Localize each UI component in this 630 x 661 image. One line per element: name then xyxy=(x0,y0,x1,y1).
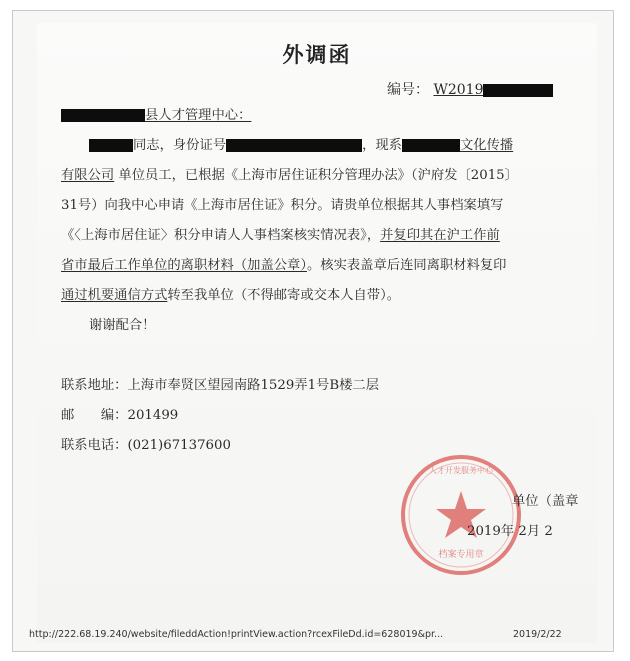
text-span: 单位员工，已根据《上海市居住证积分管理办法》（沪府发〔2015〕 xyxy=(114,168,518,183)
paragraph-line-6 xyxy=(61,287,400,305)
underlined-text: 省市最后工作单位的离职材料（加盖公章） xyxy=(61,258,307,273)
document-photo xyxy=(12,10,614,652)
redaction-bar xyxy=(402,139,460,152)
print-footer-date: 2019/2/22 xyxy=(513,629,562,640)
text-span: 同志，身份证号 xyxy=(133,138,227,153)
svg-text:档案专用章: 档案专用章 xyxy=(438,550,484,560)
company-name-part: 文化传播 xyxy=(459,138,514,153)
document-number xyxy=(387,79,553,99)
paragraph-line-3: 31号）向我中心申请《上海市居住证》积分。请贵单位根据其人事档案填写 xyxy=(61,198,504,213)
redaction-bar xyxy=(483,84,553,97)
underlined-text: 通过 xyxy=(61,288,88,303)
thanks-line: 谢谢配合！ xyxy=(89,318,156,333)
contact-phone: 联系电话：(021)67137600 xyxy=(61,438,231,453)
letter-title: 外调函 xyxy=(282,42,352,67)
company-name-part: 有限公司 xyxy=(61,168,115,183)
redaction-bar xyxy=(61,109,145,122)
svg-text:人才开发服务中心: 人才开发服务中心 xyxy=(429,466,493,475)
paragraph-line-2 xyxy=(61,167,518,185)
print-footer-url: http://222.68.19.240/website/fileddAction!printView.action?rcexFileDd.id=628019&pr... xyxy=(29,629,444,640)
recipient-name: 县人才管理中心： xyxy=(145,108,252,123)
text-span: 转至我单位（不得邮寄或交本人自带）。 xyxy=(167,288,401,303)
redaction-bar xyxy=(89,139,133,152)
doc-no-prefix: W2019 xyxy=(433,82,484,98)
paragraph-line-1 xyxy=(89,137,513,155)
contact-postcode: 邮 编：201499 xyxy=(61,408,179,423)
paragraph-line-5 xyxy=(61,257,506,275)
text-span: 。核实表盖章后连同离职材料复印 xyxy=(307,258,507,273)
underlined-text: 并复印其在沪工作前 xyxy=(380,228,500,243)
signature-date: 2019年 2月 2 xyxy=(467,524,553,539)
official-seal xyxy=(397,451,525,579)
contact-address: 联系地址：上海市奉贤区望园南路1529弄1号B楼二层 xyxy=(61,378,380,393)
underlined-text: 机要通信方式 xyxy=(87,288,168,303)
signature-unit: 单位（盖章 xyxy=(512,494,579,509)
paragraph-line-4 xyxy=(61,227,500,245)
doc-no-value xyxy=(433,82,553,98)
recipient-line xyxy=(61,107,251,125)
doc-no-label: 编号： xyxy=(387,82,429,98)
letter-paper xyxy=(37,23,597,643)
text-span: 《〈上海市居住证〉积分申请人人事档案核实情况表》， xyxy=(61,228,381,243)
redaction-bar xyxy=(226,139,362,152)
text-span: ，现系 xyxy=(362,138,402,153)
